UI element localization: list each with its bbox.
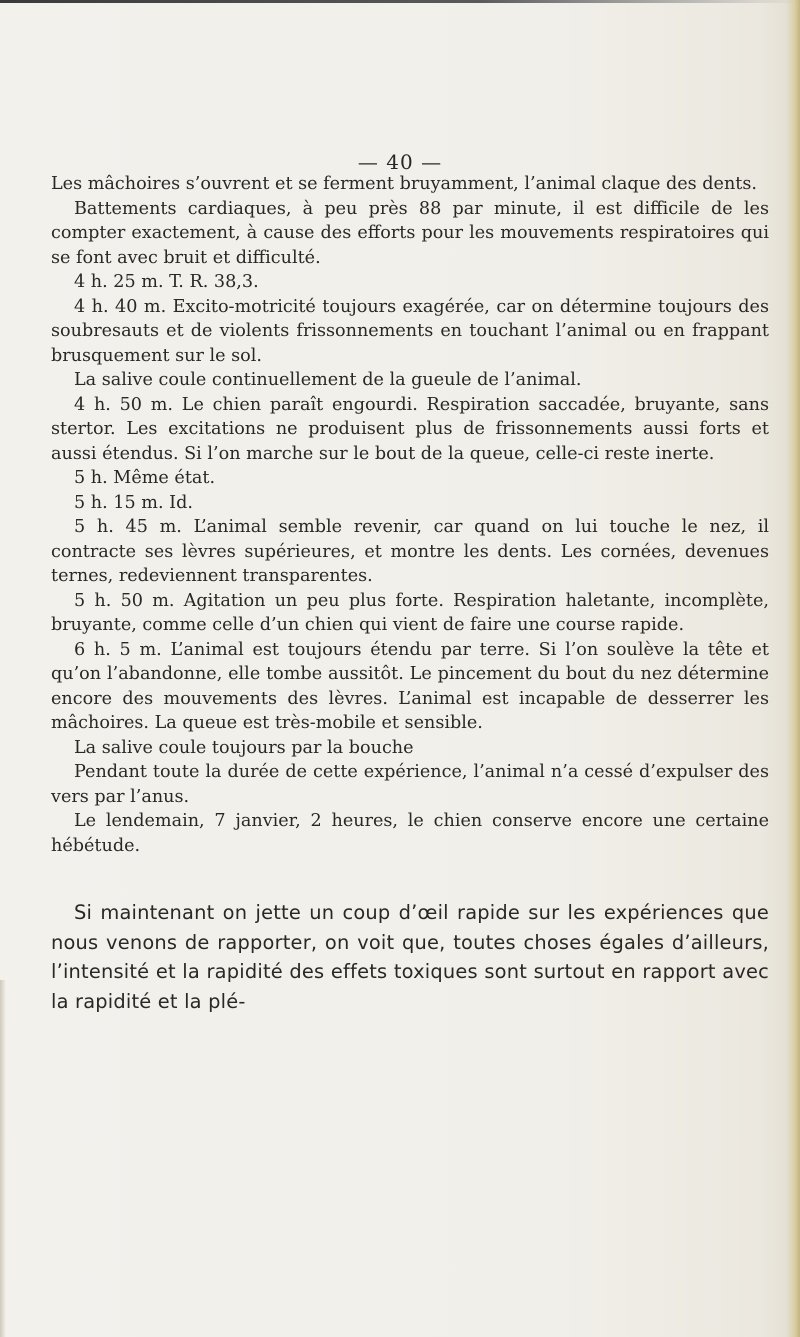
paragraph: Pendant toute la durée de cette expérience, l’animal n’a cessé d’expulser des vers par l’anus. xyxy=(51,762,769,807)
paragraph: 4 h. 50 m. Le chien paraît engourdi. Respiration saccadée, bruyante, sans stertor. Les excitations ne produisent plus de frissonnements aussi forts et aussi étendus. Si l’on marche sur le bout de la queue, celle-ci reste inerte. xyxy=(51,394,769,464)
paragraph: 5 h. 50 m. Agitation un peu plus forte. Respiration haletante, incomplète, bruyante, comme celle d’un chien qui vient de faire une course rapide. xyxy=(51,590,769,635)
paragraph: La salive coule continuellement de la gueule de l’animal. xyxy=(74,370,582,390)
page-number: — 40 — xyxy=(357,150,443,174)
page-edge-left-shadow xyxy=(0,980,6,1337)
paragraph: Battements cardiaques, à peu près 88 par minute, il est difficile de les compter exactement, à cause des efforts pour les mouvements respiratoires qui se font avec bruit et difficulté. xyxy=(51,198,769,268)
paragraph: 4 h. 25 m. T. R. 38,3. xyxy=(74,272,259,292)
top-edge-shadow xyxy=(0,0,800,3)
paragraph: Le lendemain, 7 janvier, 2 heures, le chien conserve encore une certaine hébétude. xyxy=(51,811,769,856)
paragraph: 6 h. 5 m. L’animal est toujours étendu par terre. Si l’on soulève la tête et qu’on l’abandonne, elle tombe aussitôt. Le pincement du bout du nez détermine encore des mouvements des lèvres. L’animal est incapable de desserrer les mâchoires. La queue est très-mobile et sensible. xyxy=(51,639,769,733)
page-edge-binding xyxy=(786,0,800,1337)
paragraph: La salive coule toujours par la bouche xyxy=(74,737,414,758)
paragraph: 4 h. 40 m. Excito-motricité toujours exagérée, car on détermine toujours des soubresauts et de violents frissonnements en touchant l’animal ou en frappant brusquement sur le sol. xyxy=(51,296,769,366)
paragraph: 5 h. Même état. xyxy=(74,468,216,488)
paragraph: 5 h. 45 m. L’animal semble revenir, car quand on lui touche le nez, il contracte ses lèvres supérieures, et montre les dents. Les cornées, devenues ternes, redeviennent transparentes. xyxy=(51,517,769,586)
closing-paragraph xyxy=(51,898,769,1016)
paragraph: 5 h. 15 m. Id. xyxy=(74,492,193,513)
paragraph: Les mâchoires s’ouvrent et se ferment bruyamment, l’animal claque des dents. xyxy=(51,174,757,194)
paragraph: Si maintenant on jette un coup d’œil rapide sur les expériences que nous venons de rapporter, on voit que, toutes choses égales d’ailleurs, l’intensité et la rapidité des effets toxiques sont surtout en rapport avec la rapidité et la plé- xyxy=(51,901,769,1013)
experiment-notes xyxy=(51,172,769,858)
